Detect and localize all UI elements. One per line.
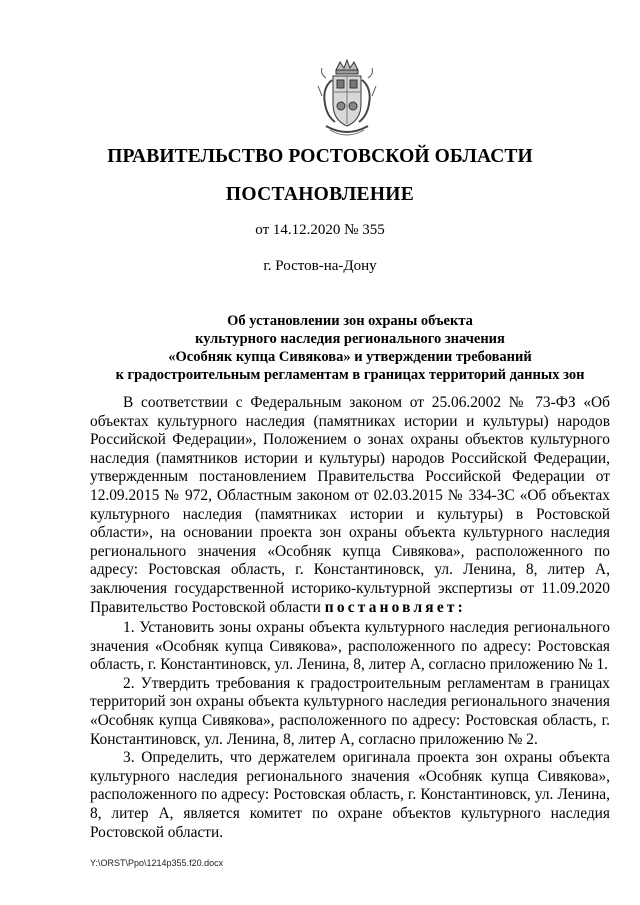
- rostov-oblast-coat-of-arms-icon: [316, 58, 378, 140]
- subject-line: Об установлении зон охраны объекта: [227, 313, 473, 329]
- document-type: ПОСТАНОВЛЕНИЕ: [225, 184, 415, 205]
- city: г. Ростов-на-Дону: [263, 258, 377, 274]
- subject-line: культурного наследия регионального значения: [195, 331, 505, 347]
- preamble: [90, 394, 610, 617]
- decree-item: 1. Установить зоны охраны объекта культурного наследия регионального значения «Особняк купца Сивякова», расположенного по адресу: Ростовская область, г. Константиновск, ул. Ленина, 8, литер А, согласно приложению № 1.: [90, 619, 610, 674]
- file-path-footer: Y:\ORST\Ppo\1214p355.f20.docx: [90, 858, 224, 868]
- preamble-text: В соответствии с Федеральным законом от 25.06.2002 № 73-ФЗ «Об объектах культурного наследия (памятниках истории и культуры) народов Российской Федерации», Положением о зонах охраны объектов культурного наследия (памятников истории и культуры) народов Российской Федерации, утвержденным постановлением Правительства Российской Федерации от 12.09.2015 № 972, Областным законом от 02.03.2015 № 334-ЗС «Об объектах культурного наследия (памятниках истории и культуры) в Ростовской области», на основании проекта зон охраны объекта культурного наследия регионального значения «Особняк купца Сивякова», расположенного по адресу: Ростовская область, г. Константиновск, ул. Ленина, 8, литер А, заключения государственной историко-культурной экспертизы от 11.09.2020 Правительство Ростовской области: [90, 394, 610, 616]
- authority-title: ПРАВИТЕЛЬСТВО РОСТОВСКОЙ ОБЛАСТИ: [107, 146, 533, 167]
- document-subject: [90, 312, 610, 384]
- decree-item: 3. Определить, что держателем оригинала проекта зон охраны объекта культурного наследия регионального значения «Особняк купца Сивякова», расположенного по адресу: Ростовская область, г. Константиновск, ул. Ленина, 8, литер А, является комитет по охране объектов культурного наследия Ростовской области.: [90, 749, 610, 841]
- date-number: от 14.12.2020 № 355: [255, 222, 385, 238]
- decree-word: постановляет:: [324, 598, 466, 616]
- decree-items: [90, 619, 610, 842]
- subject-line: к градостроительным регламентам в границах территорий данных зон: [115, 367, 585, 383]
- decree-item: 2. Утвердить требования к градостроительным регламентам в границах территорий зон охраны объекта культурного наследия регионального значения «Особняк купца Сивякова», расположенного по адресу: Ростовская область, г. Константиновск, ул. Ленина, 8, литер А, согласно приложению № 2.: [90, 674, 610, 748]
- subject-line: «Особняк купца Сивякова» и утверждении требований: [168, 349, 532, 365]
- preamble-paragraph: [90, 394, 610, 617]
